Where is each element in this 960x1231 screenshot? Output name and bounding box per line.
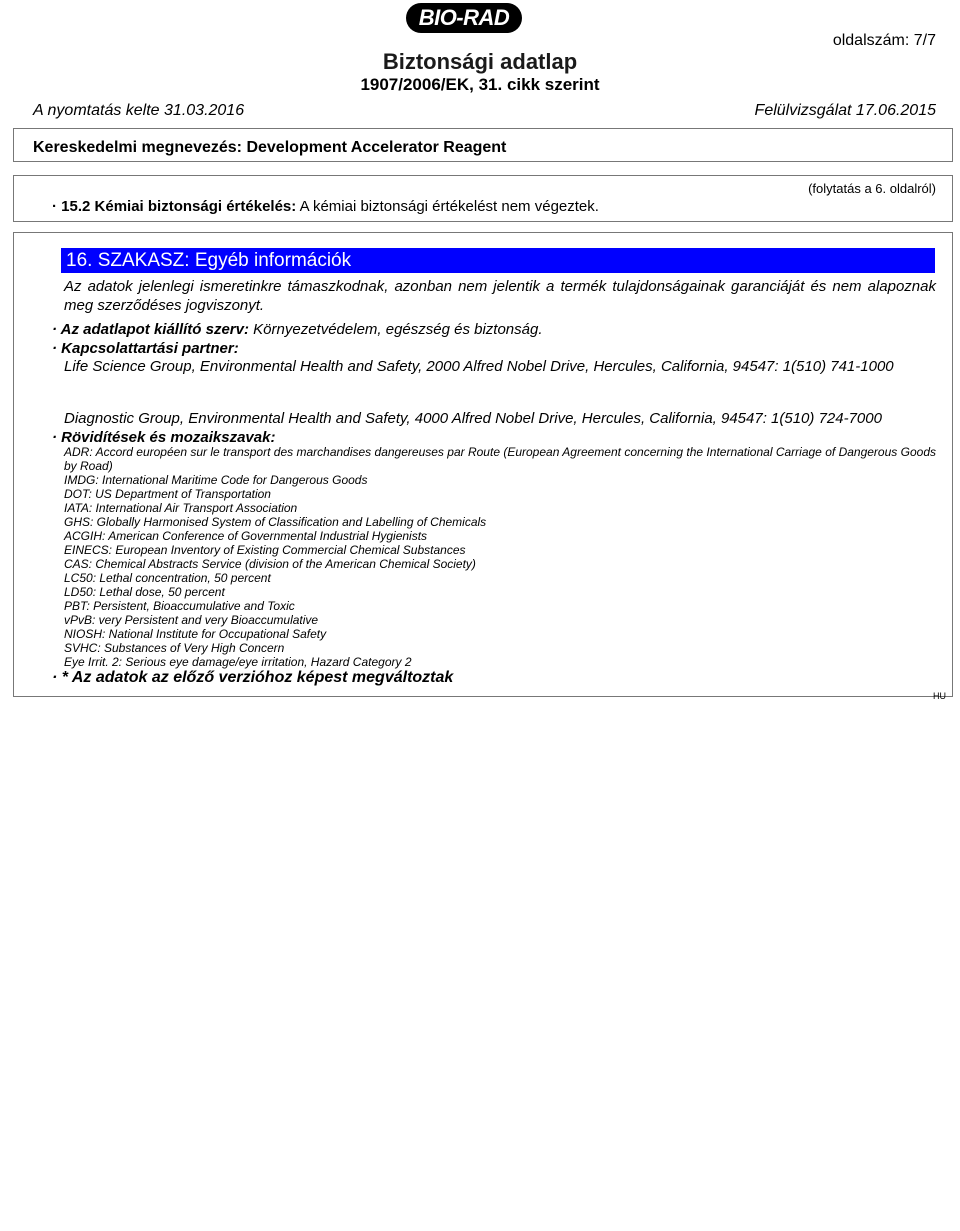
trade-name: Kereskedelmi megnevezés: Development Accelerator Reagent (33, 139, 507, 156)
section-15-2-text: A kémiai biztonsági értékelést nem végeztek. (296, 198, 599, 215)
document-subtitle: 1907/2006/EK, 31. cikk szerint (360, 75, 600, 94)
abbreviation-item: GHS: Globally Harmonised System of Classification and Labelling of Chemicals (64, 515, 487, 529)
continued-from: (folytatás a 6. oldalról) (808, 181, 936, 196)
abbreviation-item: vPvB: very Persistent and very Bioaccumulative (64, 613, 319, 627)
issuer-label: · Az adatlapot kiállító szerv: (52, 321, 249, 338)
abbreviation-item: PBT: Persistent, Bioaccumulative and Toxic (64, 599, 295, 613)
disclaimer-paragraph: Az adatok jelenlegi ismeretinkre támaszkodnak, azonban nem jelentik a termék tulajdonságainak garanciáját és nem alapoznak meg szerződéses jogviszonyt. (64, 278, 936, 314)
section-16-title: 16. SZAKASZ: Egyéb információk (66, 250, 352, 271)
print-date: A nyomtatás kelte 31.03.2016 (33, 102, 245, 119)
revision-date: Felülvizsgálat 17.06.2015 (754, 102, 936, 119)
abbreviation-item: LD50: Lethal dose, 50 percent (64, 585, 225, 599)
abbreviation-item: SVHC: Substances of Very High Concern (64, 641, 285, 655)
abbreviation-item: IMDG: International Maritime Code for Dangerous Goods (64, 473, 368, 487)
abbreviation-item: CAS: Chemical Abstracts Service (division of the American Chemical Society) (64, 557, 476, 571)
changed-note: · * Az adatok az előző verzióhoz képest megváltoztak (52, 669, 454, 686)
abbreviation-item: LC50: Lethal concentration, 50 percent (64, 571, 271, 585)
bio-rad-logo: BIO-RAD (406, 3, 522, 33)
contact-life-science: Life Science Group, Environmental Health and Safety, 2000 Alfred Nobel Drive, Hercules, California, 94547: 1(510) 741-1000 (64, 358, 894, 375)
section-15-2 (52, 198, 599, 215)
language-code: HU (933, 691, 946, 701)
issuer-line (52, 321, 543, 338)
contact-label: · Kapcsolattartási partner: (52, 340, 239, 357)
abbreviation-item: ADR: Accord européen sur le transport des marchandises dangereuses par Route (European Agreement concerning the International Carriage of Dangerous Goods by Road) (64, 445, 936, 473)
abbreviation-item: NIOSH: National Institute for Occupational Safety (64, 627, 327, 641)
abbreviations-label: · Rövidítések és mozaikszavak: (52, 429, 276, 446)
abbreviation-item: Eye Irrit. 2: Serious eye damage/eye irritation, Hazard Category 2 (64, 655, 412, 669)
section-15-2-label: · 15.2 Kémiai biztonsági értékelés: (52, 198, 297, 215)
contact-diagnostic: Diagnostic Group, Environmental Health and Safety, 4000 Alfred Nobel Drive, Hercules, California, 94547: 1(510) 724-7000 (64, 410, 882, 427)
abbreviations-list (64, 445, 936, 669)
issuer-value: Környezetvédelem, egészség és biztonság. (249, 321, 543, 338)
page-number: oldalszám: 7/7 (832, 32, 936, 49)
abbreviation-item: IATA: International Air Transport Association (64, 501, 298, 515)
document-title: Biztonsági adatlap (382, 49, 578, 74)
abbreviation-item: EINECS: European Inventory of Existing Commercial Chemical Substances (64, 543, 466, 557)
abbreviation-item: ACGIH: American Conference of Governmental Industrial Hygienists (64, 529, 428, 543)
abbreviation-item: DOT: US Department of Transportation (64, 487, 271, 501)
